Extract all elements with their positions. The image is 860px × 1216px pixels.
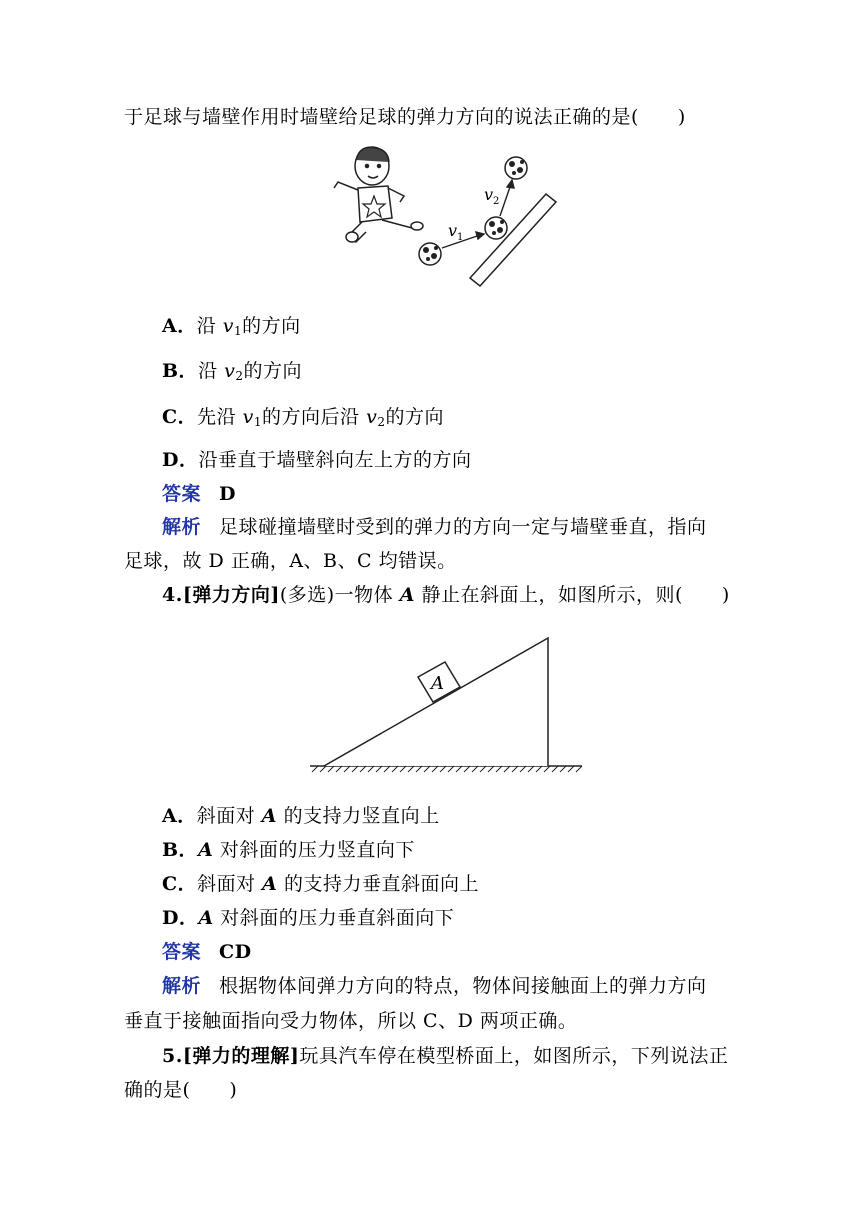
ground-hatching: [312, 766, 582, 772]
q4-option-a: A．斜面对 A 的支持力竖直向上: [162, 805, 440, 827]
answer-label: 答案: [162, 941, 202, 963]
football-rebound: [505, 157, 527, 179]
q5-stem-line2: 确的是( ): [124, 1079, 238, 1101]
analysis-label: 解析: [162, 516, 202, 538]
slanted-wall: [470, 194, 556, 286]
analysis-label: 解析: [162, 975, 202, 997]
v2-arrow: [500, 180, 514, 216]
q3-option-c: C．先沿 $v_1$的方向后沿 $v_2$的方向: [162, 406, 444, 429]
q4-answer: 答案 CD: [162, 941, 252, 963]
v1-label: $v_1$: [448, 221, 464, 243]
q3-option-d: D．沿垂直于墙壁斜向左上方的方向: [162, 449, 472, 471]
q4-analysis-line1: 解析 根据物体间弹力方向的特点，物体间接触面上的弹力方向: [162, 975, 707, 997]
q3-stem-tail: 于足球与墙壁作用时墙壁给足球的弹力方向的说法正确的是( ): [124, 106, 686, 128]
q3-option-b: B．沿 $v_2$的方向: [162, 360, 302, 383]
answer-label: 答案: [162, 483, 202, 505]
q4-analysis-line2: 垂直于接触面指向受力物体，所以 C、D 两项正确。: [124, 1010, 578, 1032]
q3-figure: [320, 138, 570, 298]
football-at-wall: [485, 217, 507, 239]
q4-option-b: B．A 对斜面的压力竖直向下: [162, 839, 415, 861]
q3-answer: 答案 D: [162, 483, 236, 505]
v2-label: $v_2$: [484, 185, 500, 207]
football-start: [419, 243, 441, 265]
q5-stem-line1: 5.[弹力的理解]玩具汽车停在模型桥面上，如图所示，下列说法正: [162, 1045, 729, 1067]
boy-kicking-figure: [334, 147, 423, 242]
q3-option-a: A．沿 $v_1$的方向: [162, 315, 301, 338]
q4-stem: 4.[弹力方向](多选)一物体 A 静止在斜面上，如图所示，则( ): [162, 584, 730, 606]
incline: [324, 638, 548, 766]
block-a-label: A: [431, 673, 444, 694]
q3-analysis-line1: 解析 足球碰撞墙壁时受到的弹力的方向一定与墙壁垂直，指向: [162, 516, 707, 538]
q3-analysis-line2: 足球，故 D 正确，A、B、C 均错误。: [124, 550, 457, 572]
q4-incline-figure: [290, 620, 606, 790]
q4-option-d: D．A 对斜面的压力垂直斜面向下: [162, 907, 455, 929]
q4-option-c: C．斜面对 A 的支持力垂直斜面向上: [162, 873, 479, 895]
